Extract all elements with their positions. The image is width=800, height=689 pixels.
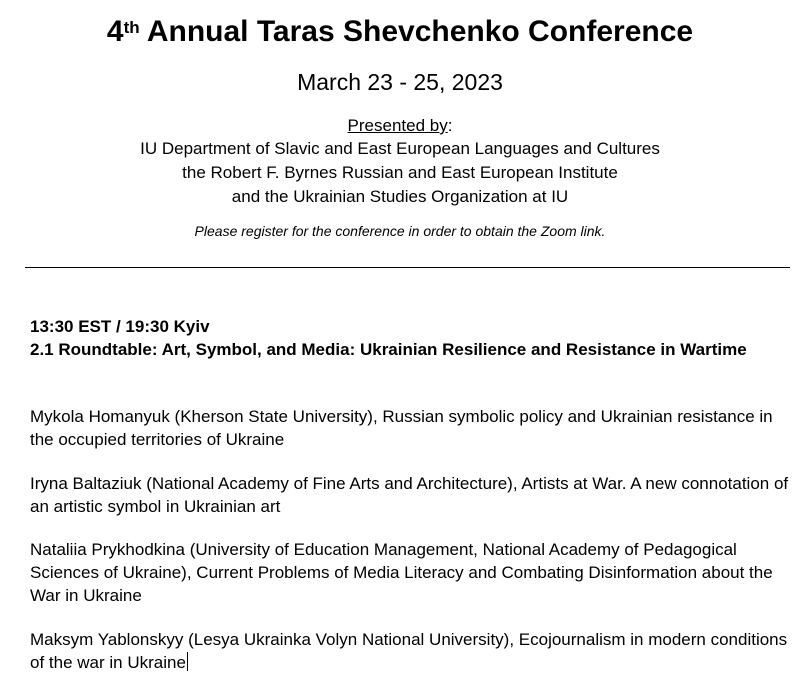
talk-entry-last[interactable] [30, 628, 790, 674]
presented-by-colon: : [447, 116, 453, 135]
title-number: 4 [106, 15, 124, 48]
horizontal-divider [25, 267, 790, 268]
talk-entry: Iryna Baltaziuk (National Academy of Fine Arts and Architecture), Artists at War. A new connotation of an artistic symbol in Ukrainian art [30, 474, 789, 516]
title-text: Annual Taras Shevchenko Conference [139, 15, 694, 48]
presented-by-label: Presented by [347, 116, 448, 135]
conference-title [0, 12, 800, 52]
talk-entry: Mykola Homanyuk (Kherson State University), Russian symbolic policy and Ukrainian resistance in the occupied territories of Ukraine [30, 407, 773, 449]
session-title: 2.1 Roundtable: Art, Symbol, and Media: Ukrainian Resilience and Resistance in Wartime [30, 340, 747, 359]
talk-entry: Maksym Yablonskyy (Lesya Ukrainka Volyn National University), Ecojournalism in modern conditions of the war in Ukraine [30, 630, 788, 672]
presented-by-heading [0, 114, 800, 137]
text-cursor [187, 652, 188, 671]
organizer-line: IU Department of Slavic and East European Languages and Cultures [140, 139, 660, 158]
organizer-line: and the Ukrainian Studies Organization at IU [231, 187, 569, 206]
title-ordinal-suffix: th [123, 18, 140, 37]
registration-notice: Please register for the conference in order to obtain the Zoom link. [194, 223, 606, 239]
session-time: 13:30 EST / 19:30 Kyiv [30, 317, 210, 336]
organizer-line: the Robert F. Byrnes Russian and East European Institute [182, 163, 618, 182]
conference-dates: March 23 - 25, 2023 [297, 69, 503, 95]
talk-entry: Nataliia Prykhodkina (University of Education Management, National Academy of Pedagogical Sciences of Ukraine), Current Problems of Media Literacy and Combating Disinformation about the War in Ukraine [30, 540, 773, 605]
